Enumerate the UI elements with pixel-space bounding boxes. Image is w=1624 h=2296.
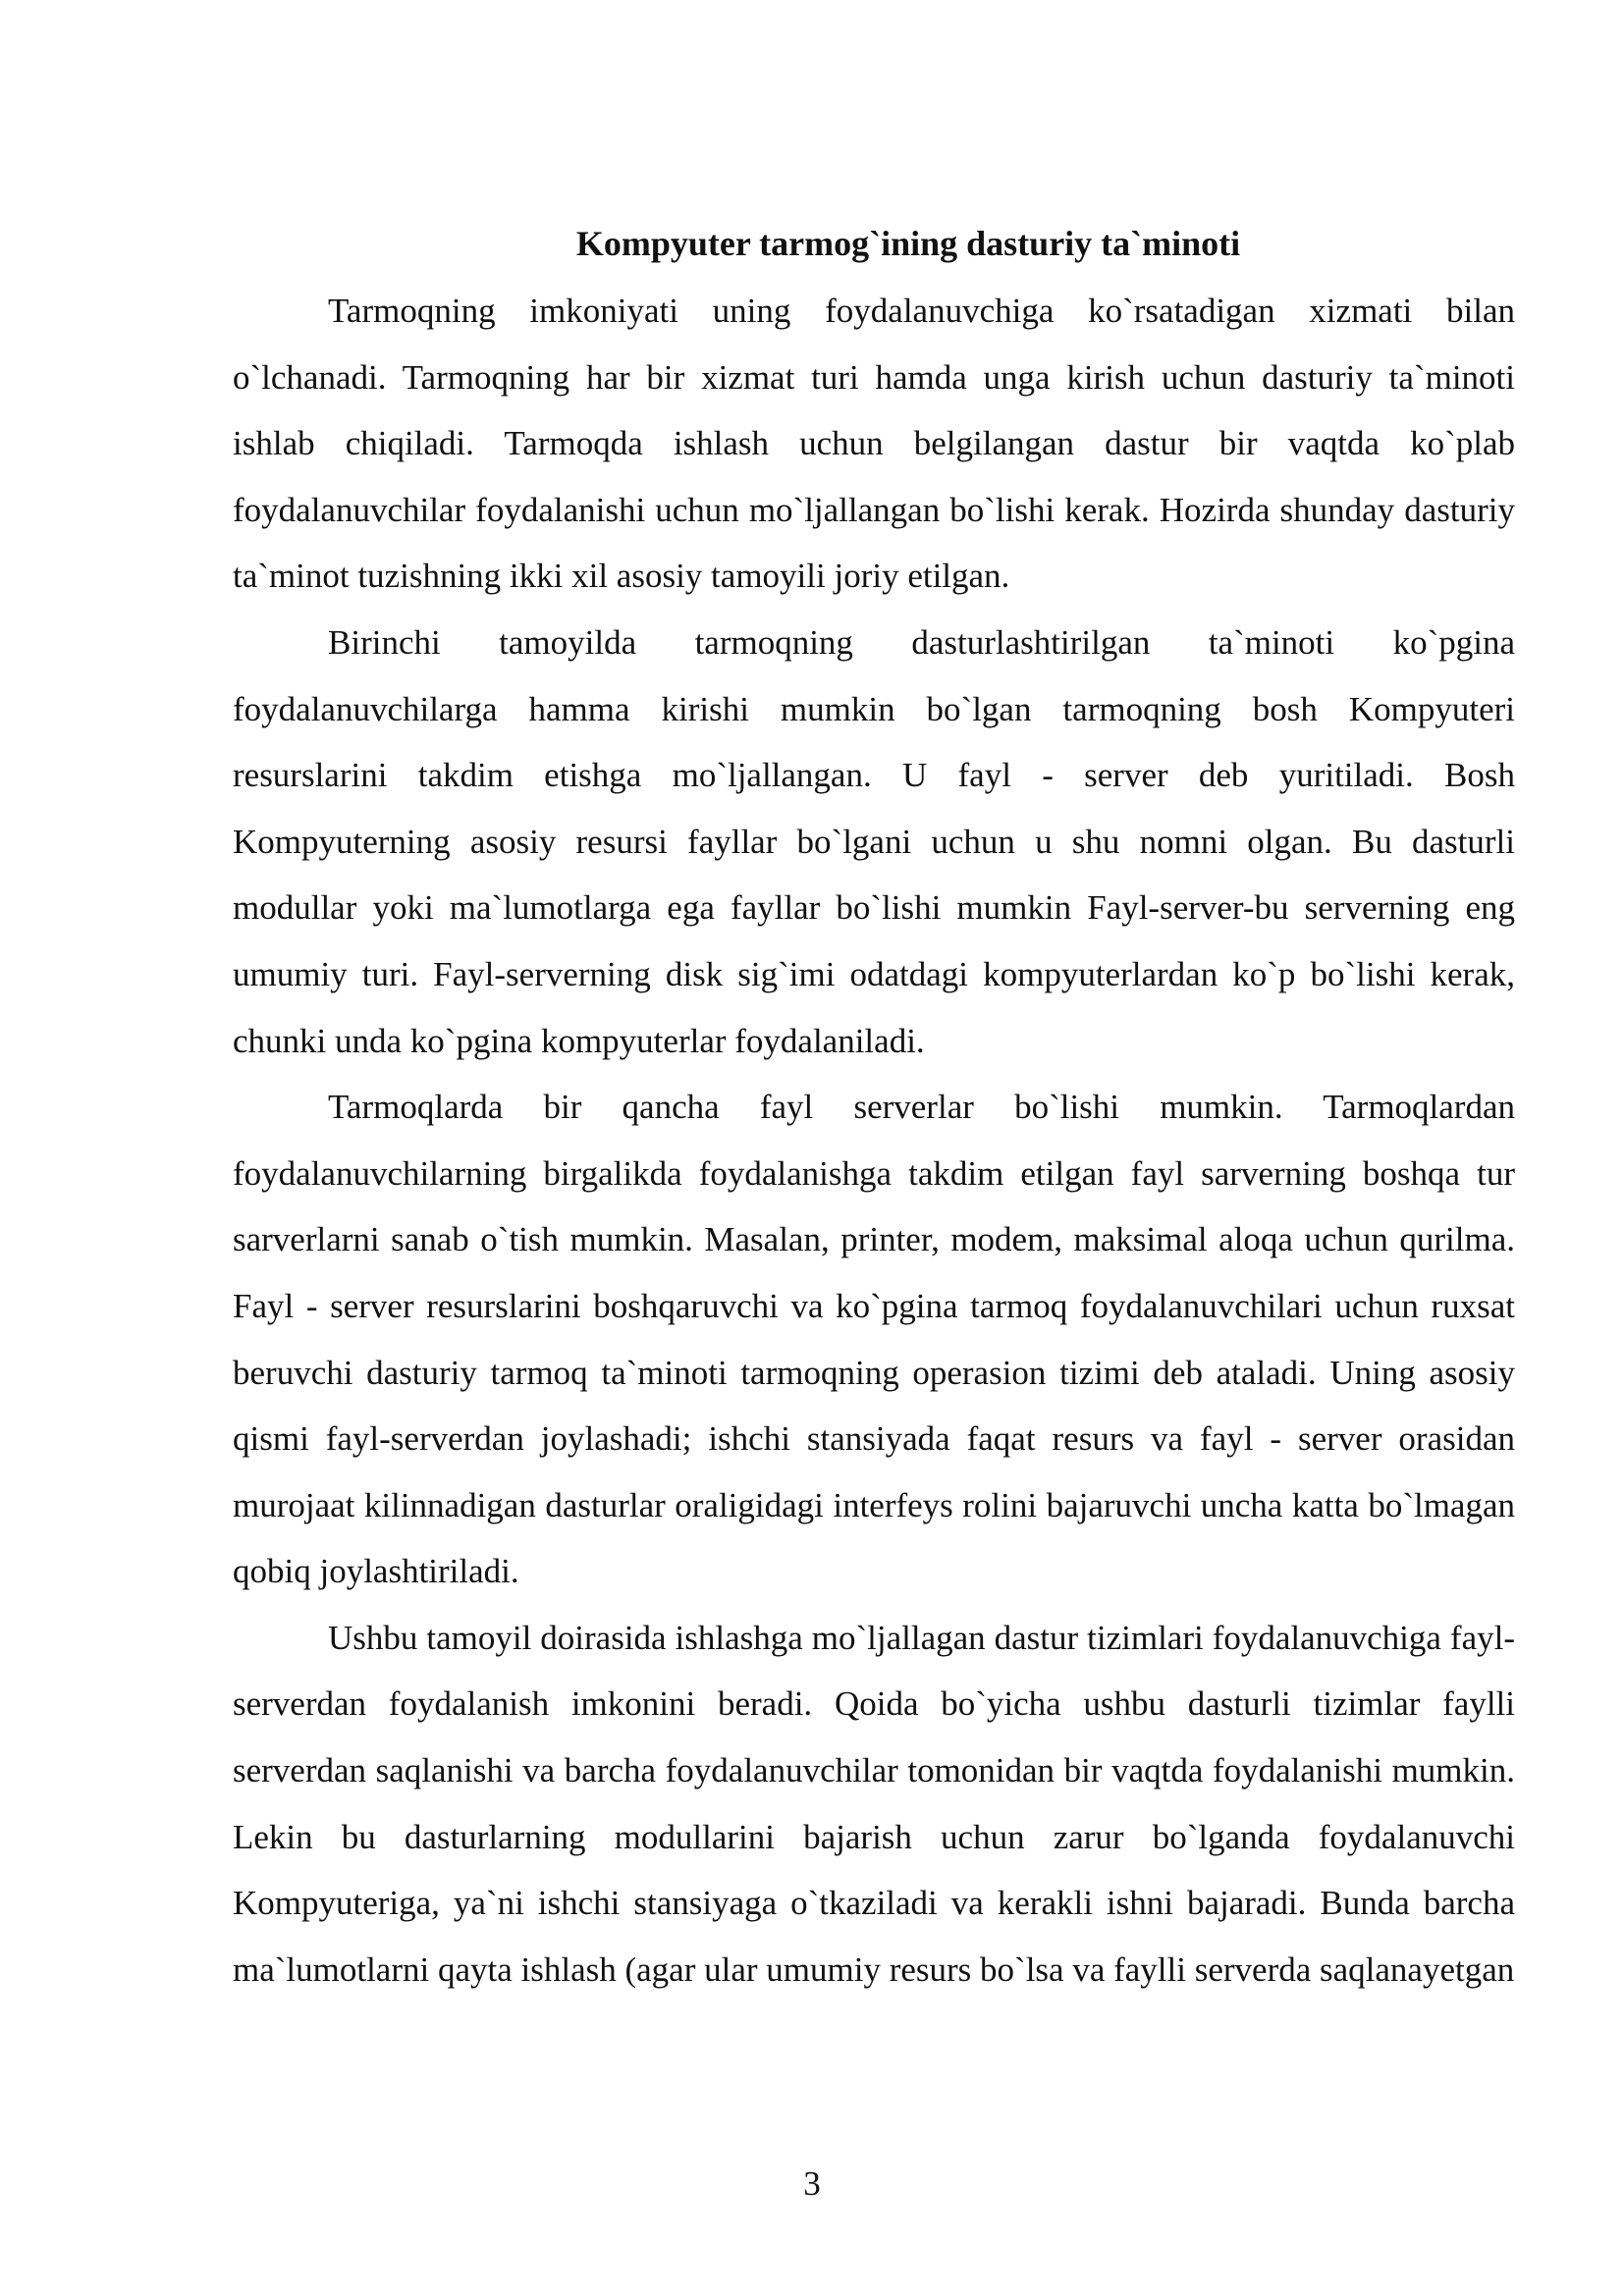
page-number: 3	[803, 2164, 821, 2203]
paragraph: Birinchi tamoyilda tarmoqning dasturlashtirilgan ta`minoti ko`pgina foydalanuvchilarga hamma kirishi mumkin bo`lgan tarmoqning bosh Kompyuteri resurslarini takdim etishga mo`ljallangan. U fayl - server deb yuritiladi. Bosh Kompyuterning asosiy resursi fayllar bo`lgani uchun u shu nomni olgan. Bu dasturli modullar yoki ma`lumotlarga ega fayllar bo`lishi mumkin Fayl-server-bu serverning eng umumiy turi. Fayl-serverning disk sig`imi odatdagi kompyuterlardan ko`p bo`lishi kerak, chunki unda ko`pgina kompyuterlar foydalaniladi.	[233, 622, 1515, 1060]
document-title: Kompyuter tarmog`ining dasturiy ta`minoti	[575, 224, 1241, 263]
paragraph: Ushbu tamoyil doirasida ishlashga mo`ljallagan dastur tizimlari foydalanuvchiga fayl-serverdan foydalanish imkonini beradi. Qoida bo`yicha ushbu dasturli tizimlar faylli serverdan saqlanishi va barcha foydalanuvchilar tomonidan bir vaqtda foydalanishi mumkin. Lekin bu dasturlarning modullarini bajarish uchun zarur bo`lganda foydalanuvchi Kompyuteriga, ya`ni ishchi stansiyaga o`tkaziladi va kerakli ishni bajaradi. Bunda barcha ma`lumotlarni qayta ishlash (agar ular umumiy resurs bo`lsa va faylli serverda saqlanayetgan	[233, 1618, 1515, 1989]
paragraph: Tarmoqning imkoniyati uning foydalanuvchiga ko`rsatadigan xizmati bilan o`lchanadi. Tarmoqning har bir xizmat turi hamda unga kirish uchun dasturiy ta`minoti ishlab chiqiladi. Tarmoqda ishlash uchun belgilangan dastur bir vaqtda ko`plab foydalanuvchilar foydalanishi uchun mo`ljallangan bo`lishi kerak. Hozirda shunday dasturiy ta`minot tuzishning ikki xil asosiy tamoyili joriy etilgan.	[233, 292, 1515, 596]
paragraph: Tarmoqlarda bir qancha fayl serverlar bo`lishi mumkin. Tarmoqlardan foydalanuvchilarning birgalikda foydalanishga takdim etilgan fayl sarverning boshqa tur sarverlarni sanab o`tish mumkin. Masalan, printer, modem, maksimal aloqa uchun qurilma. Fayl - server resurslarini boshqaruvchi va ko`pgina tarmoq foydalanuvchilari uchun ruxsat beruvchi dasturiy tarmoq ta`minoti tarmoqning operasion tizimi deb ataladi. Uning asosiy qismi fayl-serverdan joylashadi; ishchi stansiyada faqat resurs va fayl - server orasidan murojaat kilinnadigan dasturlar oraligidagi interfeys rolini bajaruvchi uncha katta bo`lmagan qobiq joylashtiriladi.	[233, 1088, 1515, 1591]
document-body	[233, 278, 1515, 2002]
